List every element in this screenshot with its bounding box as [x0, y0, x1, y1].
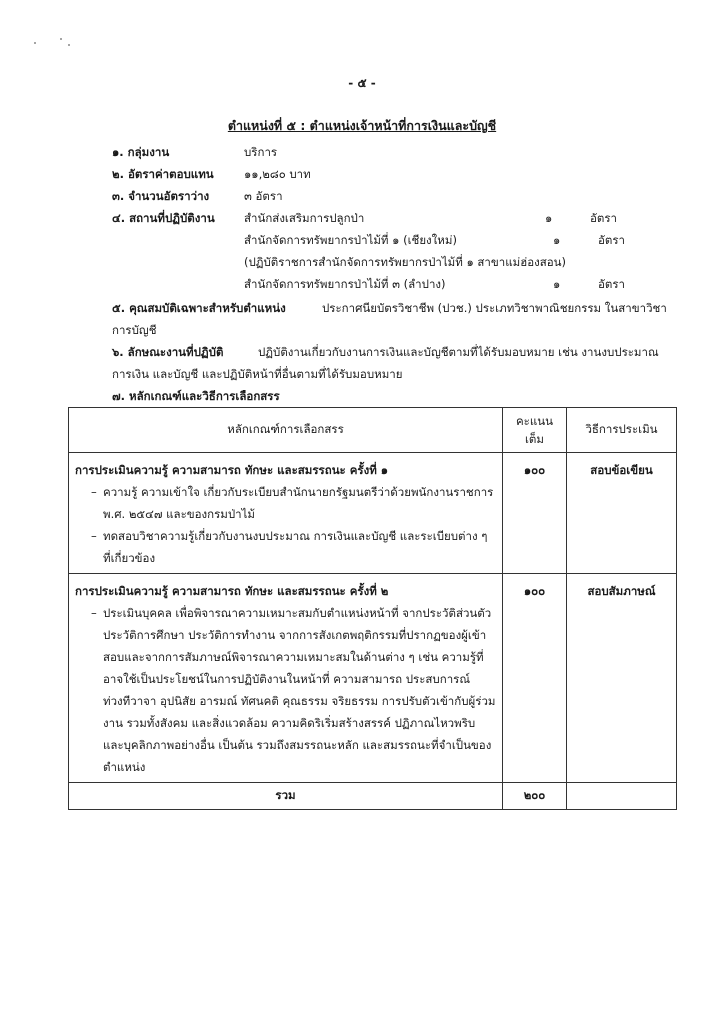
method-value: สอบสัมภาษณ์: [587, 584, 656, 598]
group-value: บริการ: [244, 145, 278, 159]
total-label: รวม: [69, 783, 503, 810]
location-unit: อัตรา: [598, 277, 626, 291]
method-value: สอบข้อเขียน: [590, 463, 653, 477]
criteria-cell: [69, 453, 503, 574]
pay-label: ๒. อัตราค่าตอบแทน: [112, 167, 214, 181]
criteria-table: [68, 407, 677, 810]
score-cell: [503, 574, 567, 783]
location-count: ๑: [545, 211, 553, 225]
list-item: – ประเมินบุคคล เพื่อพิจารณาความเหมาะสมกับตำแหน่งหน้าที่ จากประวัติส่วนตัว ประวัติการศึกษา ประวัติการทำงาน จากการสังเกตพฤติกรรมที่ปรากฏของผู้เข้าสอบและจากการสัมภาษณ์พิจารณาความเหมาะสมในด้านต่าง ๆ เช่น ความรู้ที่อาจใช้เป็นประโยชน์ในการปฏิบัติงานในหน้าที่ ความสามารถ ประสบการณ์ ท่วงทีวาจา อุปนิสัย อารมณ์ ทัศนคติ คุณธรรม จริยธรรม การปรับตัวเข้ากับผู้ร่วมงาน รวมทั้งสังคม และสิ่งแวดล้อม ความคิดริเริ่มสร้างสรรค์ ปฏิภาณไหวพริบ และบุคลิกภาพอย่างอื่น เป็นต้น รวมถึงสมรรถนะหลัก และสมรรถนะที่จำเป็นของตำแหน่ง: [91, 606, 496, 774]
table-row: [69, 574, 677, 783]
table-row: [69, 453, 677, 574]
score-cell: [503, 453, 567, 574]
location-unit: อัตรา: [598, 233, 626, 247]
location-count: ๑: [553, 277, 561, 291]
list-item-text: ความรู้ ความเข้าใจ เกี่ยวกับระเบียบสำนักนายกรัฐมนตรีว่าด้วยพนักงานราชการ พ.ศ. ๒๕๔๗ และของกรมป่าไม้: [103, 485, 494, 521]
vacancy-label: ๓. จำนวนอัตราว่าง: [112, 189, 210, 203]
score-value: ๑๐๐: [523, 463, 546, 477]
criteria-cell: [69, 574, 503, 783]
location-label: ๔. สถานที่ปฏิบัติงาน: [112, 211, 215, 225]
header-method: วิธีการประเมิน: [567, 408, 677, 453]
method-cell: [567, 453, 677, 574]
pay-value: ๑๑,๒๘๐ บาท: [244, 167, 311, 181]
header-score: คะแนนเต็ม: [503, 408, 567, 453]
total-empty-cell: [567, 783, 677, 810]
list-item: – ความรู้ ความเข้าใจ เกี่ยวกับระเบียบสำนักนายกรัฐมนตรีว่าด้วยพนักงานราชการ พ.ศ. ๒๕๔๗ และของกรมป่าไม้: [91, 485, 494, 521]
location-note: (ปฏิบัติราชการสำนักจัดการทรัพยากรป่าไม้ที่ ๑ สาขาแม่ฮ่องสอน): [244, 255, 567, 269]
total-row: [69, 783, 677, 810]
location-count: ๑: [553, 233, 561, 247]
list-item: – ทดสอบวิชาความรู้เกี่ยวกับงานงบประมาณ การเงินและบัญชี และระเบียบต่าง ๆ ที่เกี่ยวข้อง: [91, 529, 488, 565]
scan-speck: [60, 38, 62, 40]
qualification-label: ๕. คุณสมบัติเฉพาะสำหรับตำแหน่ง: [112, 301, 286, 315]
method-cell: [567, 574, 677, 783]
list-item-text: ทดสอบวิชาความรู้เกี่ยวกับงานงบประมาณ การเงินและบัญชี และระเบียบต่าง ๆ ที่เกี่ยวข้อง: [103, 529, 488, 565]
score-value: ๑๐๐: [523, 584, 546, 598]
scan-speck: [68, 44, 70, 46]
qualification-text-cont: การบัญชี: [112, 323, 157, 337]
criteria-title: การประเมินความรู้ ความสามารถ ทักษะ และสมรรถนะ ครั้งที่ ๒: [75, 584, 389, 598]
page-number: - ๕ -: [348, 76, 376, 90]
group-label: ๑. กลุ่มงาน: [112, 145, 170, 159]
location-name: สำนักส่งเสริมการปลูกป่า: [244, 211, 365, 225]
duty-text: ปฏิบัติงานเกี่ยวกับงานการเงินและบัญชีตามที่ได้รับมอบหมาย เช่น งานงบประมาณ: [258, 345, 659, 359]
scan-speck: [34, 42, 36, 44]
list-item-text: ประเมินบุคคล เพื่อพิจารณาความเหมาะสมกับตำแหน่งหน้าที่ จากประวัติส่วนตัว ประวัติการศึกษา ประวัติการทำงาน จากการสังเกตพฤติกรรมที่ปรากฏของผู้เข้าสอบและจากการสัมภาษณ์พิจารณาความเหมาะสมในด้านต่าง ๆ เช่น ความรู้ที่อาจใช้เป็นประโยชน์ในการปฏิบัติงานในหน้าที่ ความสามารถ ประสบการณ์ ท่วงทีวาจา อุปนิสัย อารมณ์ ทัศนคติ คุณธรรม จริยธรรม การปรับตัวเข้ากับผู้ร่วมงาน รวมทั้งสังคม และสิ่งแวดล้อม ความคิดริเริ่มสร้างสรรค์ ปฏิภาณไหวพริบ และบุคลิกภาพอย่างอื่น เป็นต้น รวมถึงสมรรถนะหลัก และสมรรถนะที่จำเป็นของตำแหน่ง: [103, 606, 496, 774]
table-header-row: [69, 408, 677, 453]
qualification-text: ประกาศนียบัตรวิชาชีพ (ปวช.) ประเภทวิชาพาณิชยกรรม ในสาขาวิชา: [322, 301, 667, 315]
total-score: ๒๐๐: [503, 783, 567, 810]
location-name: สำนักจัดการทรัพยากรป่าไม้ที่ ๓ (ลำปาง): [244, 277, 446, 291]
criteria-title: การประเมินความรู้ ความสามารถ ทักษะ และสมรรถนะ ครั้งที่ ๑: [75, 463, 389, 477]
header-criteria: หลักเกณฑ์การเลือกสรร: [69, 408, 503, 453]
location-name: สำนักจัดการทรัพยากรป่าไม้ที่ ๑ (เชียงใหม่): [244, 233, 457, 247]
duty-label: ๖. ลักษณะงานที่ปฏิบัติ: [112, 345, 224, 359]
location-unit: อัตรา: [590, 211, 618, 225]
criteria-label: ๗. หลักเกณฑ์และวิธีการเลือกสรร: [112, 389, 280, 403]
vacancy-value: ๓ อัตรา: [244, 189, 283, 203]
duty-text-cont: การเงิน และบัญชี และปฏิบัติหน้าที่อื่นตามที่ได้รับมอบหมาย: [112, 367, 403, 381]
page-title: ตำแหน่งที่ ๕ : ตำแหน่งเจ้าหน้าที่การเงินและบัญชี: [227, 118, 497, 133]
